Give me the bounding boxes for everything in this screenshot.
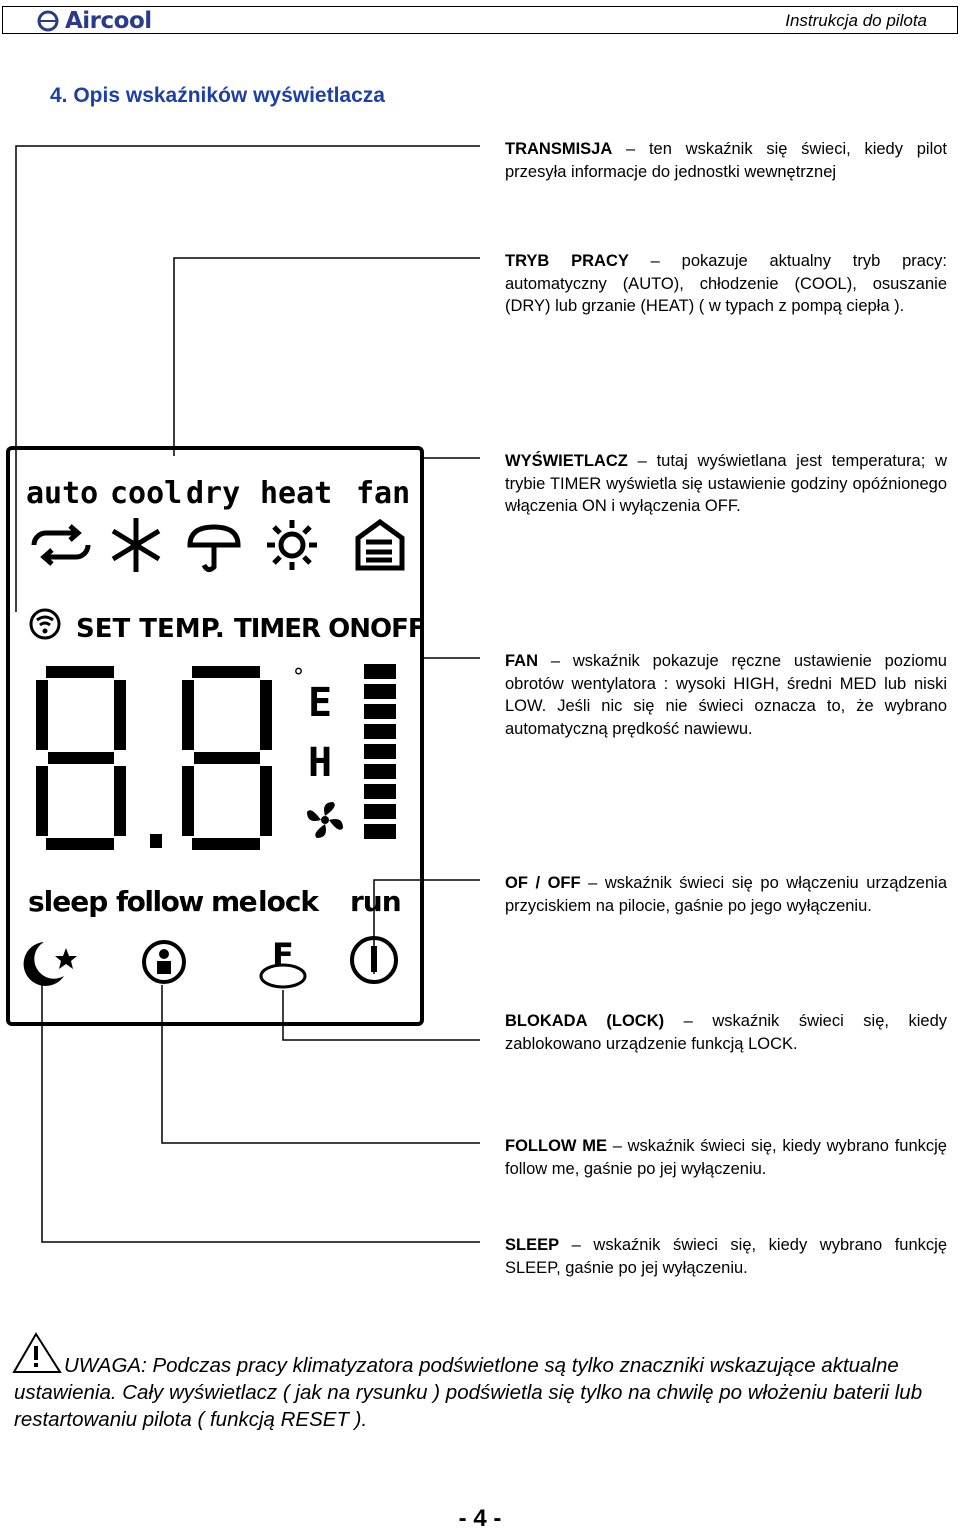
timer-onoff-label: TIMER ONOFF (234, 614, 425, 644)
lock-f-icon (261, 936, 305, 987)
logo-text: Aircool (65, 8, 152, 34)
desc-tryb-pracy: TRYB PRACY – pokazuje aktualny tryb pracy: automatyczny (AUTO), chłodzenie (COOL), osuszanie (DRY) lub grzanie (HEAT) ( w typach z pompą ciepła ). (505, 252, 947, 315)
fan-icon (307, 802, 343, 838)
temperature-digits (36, 666, 272, 850)
page-number: - 4 - (458, 1505, 502, 1532)
desc-sleep: SLEEP – wskaźnik świeci się, kiedy wybrano funkcję SLEEP, gaśnie po jej wyłączeniu. (505, 1236, 947, 1277)
leader-lines (16, 146, 480, 1242)
mode-label: heat (260, 476, 333, 511)
desc-off: OF / OFF – wskaźnik świeci się po włączeniu urządzenia przyciskiem na pilocie, gaśnie po jego wyłączeniu. (505, 874, 947, 915)
unit-h: H (308, 740, 333, 786)
desc-follow-me: FOLLOW ME – wskaźnik świeci się, kiedy wybrano funkcję follow me, gaśnie po jej wyłączeniu. (505, 1137, 947, 1178)
mode-label: cool (110, 476, 183, 511)
desc-transmisja: TRANSMISJA – ten wskaźnik się świeci, kiedy pilot przesyła informacje do jednostki wewnętrznej (505, 140, 947, 181)
desc-wyswietlacz: WYŚWIETLACZ – tutaj wyświetlana jest temperatura; w trybie TIMER wyświetla się ustawienie godziny opóźnionego włączenia ON i wyłączenia OFF. (505, 452, 947, 515)
function-label: lock (258, 885, 319, 918)
sun-icon (267, 520, 317, 570)
desc-fan: FAN – wskaźnik pokazuje ręczne ustawienie poziomu obrotów wentylatora : wysoki HIGH, średni MED lub niski LOW. Jeśli nic się nie świeci oznacza to, że wybrano automatyczną prędkość nawiewu. (505, 652, 947, 738)
fan-level-bars (364, 664, 396, 839)
warning-note: UWAGA: Podczas pracy klimatyzatora podświetlone są tylko znaczniki wskazujące aktualne ustawienia. Cały wyświetlacz ( jak na rysunku ) podświetla się tylko na chwilę po włożeniu baterii lub restartowaniu pilota ( funkcją RESET ). (14, 1354, 923, 1431)
follow-me-icon (144, 942, 184, 982)
fan-house-icon (358, 522, 402, 568)
sleep-moon-icon (24, 942, 77, 986)
section-title: 4. Opis wskaźników wyświetlacza (50, 84, 385, 107)
transmit-icon (31, 610, 59, 638)
desc-blokada: BLOKADA (LOCK) – wskaźnik świeci się, kiedy zablokowano urządzenie funkcją LOCK. (505, 1012, 947, 1053)
mode-label: auto (26, 476, 99, 511)
mode-label: dry (186, 476, 241, 511)
function-label: follow me (116, 885, 257, 918)
header-title: Instrukcja do pilota (785, 11, 927, 30)
set-temp-label: SET TEMP. (76, 614, 225, 644)
function-label: sleep (28, 885, 108, 918)
mode-label: fan (356, 476, 411, 511)
auto-cycle-icon (34, 526, 88, 564)
degree-symbol: ° (293, 665, 304, 690)
dry-drop-icon (190, 527, 238, 570)
function-label: run (350, 885, 401, 918)
lock-f-label: F (272, 936, 294, 974)
unit-e: E (308, 680, 333, 726)
snowflake-icon (113, 518, 159, 572)
